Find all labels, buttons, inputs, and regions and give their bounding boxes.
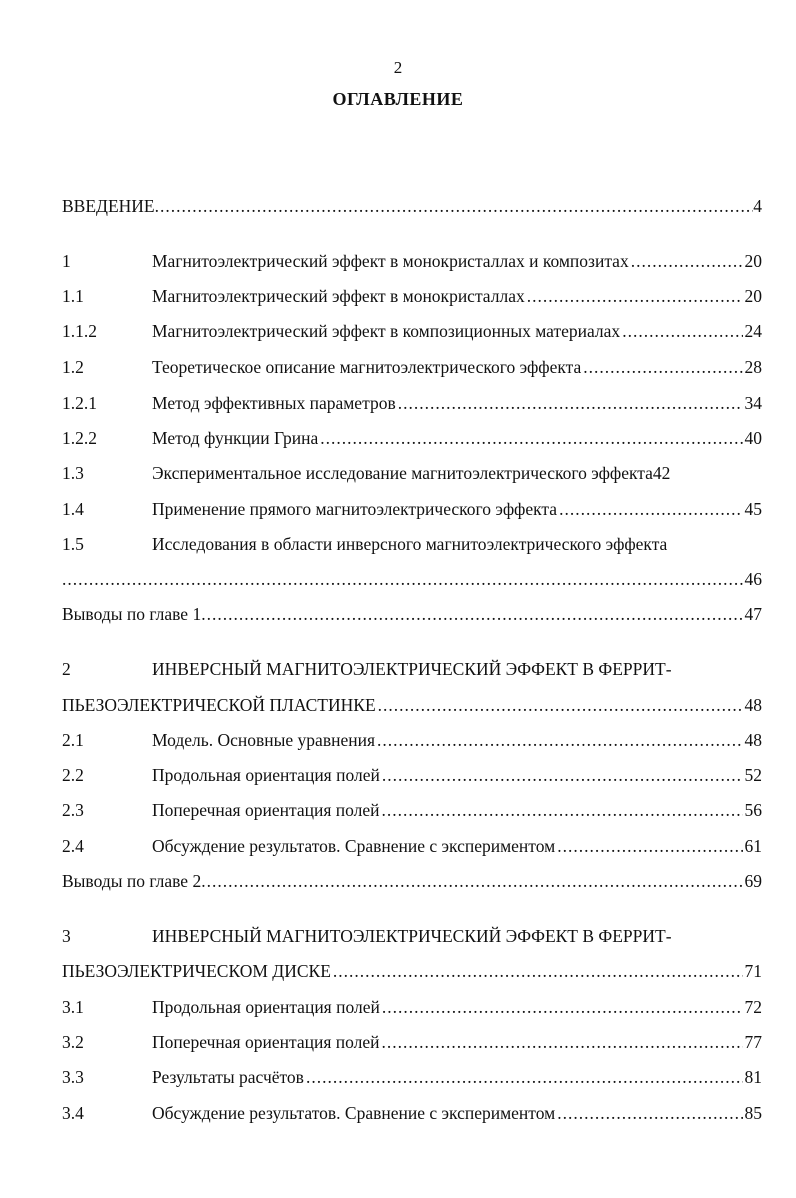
toc-entry[interactable]	[62, 428, 762, 452]
toc-entry-text: Применение прямого магнитоэлектрического эффекта	[152, 499, 558, 519]
toc-leader-dots	[583, 357, 742, 378]
toc-page-ref: 4	[753, 196, 762, 216]
toc-page-ref: 20	[744, 251, 762, 271]
toc-entry-number: 2.3	[62, 800, 84, 820]
toc-entry-text: Обсуждение результатов. Сравнение с экспериментом	[152, 1103, 556, 1123]
toc-entry[interactable]	[62, 926, 762, 950]
toc-entry-number: 3	[62, 926, 71, 946]
toc-leader-dots	[398, 393, 743, 414]
toc-page-ref: 28	[744, 357, 762, 377]
toc-entry[interactable]	[62, 357, 762, 381]
toc-leader-dots	[559, 499, 742, 520]
toc-entry-text: Обсуждение результатов. Сравнение с экспериментом	[152, 836, 556, 856]
toc-entry[interactable]	[62, 659, 762, 683]
toc-entry-text: ВВЕДЕНИЕ	[62, 196, 155, 216]
toc-entry-number: 2.4	[62, 836, 84, 856]
toc-entry-text: ПЬЕЗОЭЛЕКТРИЧЕСКОМ ДИСКЕ	[62, 961, 331, 981]
toc-entry[interactable]	[62, 499, 762, 523]
toc-entry-introduction[interactable]	[62, 196, 762, 220]
toc-leader-dots	[622, 321, 742, 342]
toc-entry-text: Модель. Основные уравнения	[152, 730, 375, 750]
toc-entry[interactable]	[62, 1067, 762, 1091]
toc-entry-text: ИНВЕРСНЫЙ МАГНИТОЭЛЕКТРИЧЕСКИЙ ЭФФЕКТ В ФЕРРИТ-	[152, 659, 672, 679]
toc-page-ref: 48	[744, 695, 762, 715]
toc-entry-number: 3.4	[62, 1103, 84, 1123]
toc-entry[interactable]	[62, 393, 762, 417]
toc-entry-number: 1.5	[62, 534, 84, 554]
toc-entry-number: 3.2	[62, 1032, 84, 1052]
toc-entry[interactable]	[62, 997, 762, 1021]
toc-entry-text: Поперечная ориентация полей	[152, 1032, 380, 1052]
toc-entry-number: 3.3	[62, 1067, 84, 1087]
toc-entry-number: 2	[62, 659, 71, 679]
toc-leader-dots	[382, 800, 743, 821]
toc-entry-text: Продольная ориентация полей	[152, 997, 380, 1017]
toc-entry[interactable]	[62, 871, 762, 895]
toc-page-ref: 85	[744, 1103, 762, 1123]
toc-entry-number: 1.3	[62, 463, 84, 483]
toc-page-ref: 81	[744, 1067, 762, 1087]
toc-entry[interactable]	[62, 463, 762, 487]
toc-page-ref: 77	[744, 1032, 762, 1052]
toc-entry[interactable]	[62, 604, 762, 628]
toc-entry-text: Выводы по главе 1	[62, 604, 202, 624]
toc-entry-text: Магнитоэлектрический эффект в монокристаллах и композитах	[152, 251, 629, 271]
toc-entry[interactable]	[62, 251, 762, 275]
toc-entry[interactable]	[62, 765, 762, 789]
toc-entry-continuation[interactable]	[62, 695, 762, 719]
toc-entry-number: 1	[62, 251, 71, 271]
toc-entry-number: 1.2.1	[62, 393, 97, 413]
toc-page-ref: 20	[744, 286, 762, 306]
toc-entry-text: Магнитоэлектрический эффект в композиционных материалах	[152, 321, 621, 341]
toc-page-ref: 47	[744, 604, 762, 624]
toc-entry-text: Магнитоэлектрический эффект в монокристаллах	[152, 286, 525, 306]
toc-leader-dots	[333, 961, 743, 982]
toc-leader-dots	[631, 251, 743, 272]
toc-entry[interactable]	[62, 321, 762, 345]
toc-page-ref: 46	[744, 569, 762, 589]
toc-entry-continuation[interactable]	[62, 569, 762, 593]
toc-leader-dots	[62, 569, 745, 590]
page-number: 2	[393, 58, 403, 77]
toc-leader-dots	[201, 604, 744, 625]
toc-entry[interactable]	[62, 534, 762, 558]
toc-entry-number: 2.1	[62, 730, 84, 750]
toc-entry-number: 1.2.2	[62, 428, 97, 448]
toc-leader-dots	[557, 1103, 742, 1124]
toc-entry-text: Метод эффективных параметров	[152, 393, 396, 413]
toc-leader-dots	[527, 286, 743, 307]
toc-page-ref: 34	[744, 393, 762, 413]
toc-page-ref: 48	[744, 730, 762, 750]
toc-page-ref: 69	[744, 871, 762, 891]
toc-page-ref: 52	[744, 765, 762, 785]
toc-entry-text: Поперечная ориентация полей	[152, 800, 380, 820]
toc-entry-number: 1.2	[62, 357, 84, 377]
toc-page-ref: 56	[744, 800, 762, 820]
toc-leader-dots	[377, 730, 743, 751]
toc-leader-dots	[201, 871, 744, 892]
toc-entry-continuation[interactable]	[62, 961, 762, 985]
toc-entry[interactable]	[62, 286, 762, 310]
toc-page-ref: 40	[744, 428, 762, 448]
toc-entry-text: Продольная ориентация полей	[152, 765, 380, 785]
toc-entry-text: Метод функции Грина	[152, 428, 319, 448]
toc-entry-number: 1.1	[62, 286, 84, 306]
toc-page-ref: 72	[744, 997, 762, 1017]
toc-leader-dots	[320, 428, 742, 449]
toc-entry-text: ИНВЕРСНЫЙ МАГНИТОЭЛЕКТРИЧЕСКИЙ ЭФФЕКТ В ФЕРРИТ-	[152, 926, 672, 946]
toc-entry-text: Выводы по главе 2	[62, 871, 202, 891]
toc-page-ref: 61	[744, 836, 762, 856]
toc-entry-number: 3.1	[62, 997, 84, 1017]
toc-page-ref: 24	[744, 321, 762, 341]
toc-entry[interactable]	[62, 800, 762, 824]
page-title: ОГЛАВЛЕНИЕ	[332, 89, 464, 109]
toc-leader-dots	[557, 836, 742, 857]
toc-entry[interactable]	[62, 1032, 762, 1056]
toc-entry[interactable]	[62, 1103, 762, 1127]
toc-leader-dots	[382, 1032, 743, 1053]
toc-entry-text: Исследования в области инверсного магнитоэлектрического эффекта	[152, 534, 668, 554]
toc-page-ref: 71	[744, 961, 762, 981]
toc-entry-number: 1.4	[62, 499, 84, 519]
toc-entry-text: ПЬЕЗОЭЛЕКТРИЧЕСКОЙ ПЛАСТИНКЕ	[62, 695, 376, 715]
toc-leader-dots	[155, 196, 754, 217]
toc-entry-text: Экспериментальное исследование магнитоэлектрического эффекта	[152, 463, 653, 483]
toc-page-ref: 42	[652, 463, 671, 483]
toc-entry-text: Теоретическое описание магнитоэлектрического эффекта	[152, 357, 582, 377]
toc-leader-dots	[382, 997, 743, 1018]
toc-entry-number: 2.2	[62, 765, 84, 785]
toc-entry[interactable]	[62, 836, 762, 860]
toc-entry-text: Результаты расчётов	[152, 1067, 304, 1087]
toc-leader-dots	[378, 695, 743, 716]
toc-entry[interactable]	[62, 730, 762, 754]
toc-leader-dots	[382, 765, 743, 786]
toc-page-ref: 45	[744, 499, 762, 519]
toc-leader-dots	[306, 1067, 743, 1088]
toc-entry-number: 1.1.2	[62, 321, 97, 341]
